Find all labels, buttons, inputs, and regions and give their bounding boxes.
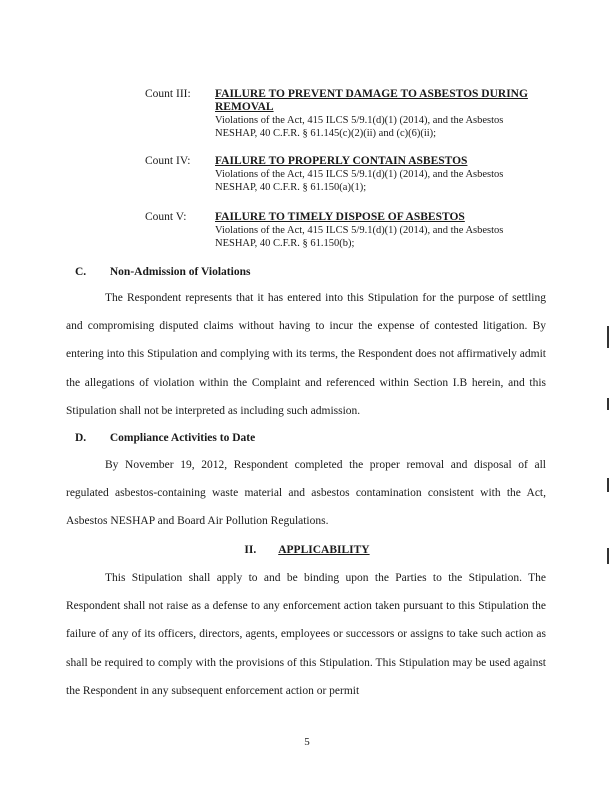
paragraph-text: The Respondent represents that it has entered into this Stipulation for the purpose of settling and compromising disputed claims without having to incur the expense of contested litigation. By entering into this Stipulation and complying with its terms, the Respondent does not affirmatively admit the allegations of violation within the Complaint and referenced within Section I.B herein, and this Stipulation shall not be interpreted as including such admission. [66,292,546,417]
count-label: Count IV: [145,155,191,167]
count-title: FAILURE TO PREVENT DAMAGE TO ASBESTOS DURING REMOVAL [215,88,528,113]
count-violation: Violations of the Act, 415 ILCS 5/9.1(d)(1) (2014), and the Asbestos NESHAP, 40 C.F.R. § 61.145(c)(2)(ii) and (c)(6)(ii); [215,115,504,139]
section-letter: D. [75,432,87,444]
section-title: Non-Admission of Violations [109,266,251,278]
section-title: APPLICABILITY [278,544,370,556]
scan-mark [607,548,609,564]
section-number: II. [244,544,257,556]
paragraph-text: By November 19, 2012, Respondent completed the proper removal and disposal of all regulated asbestos-containing waste material and asbestos contamination consistent with the Act, Asbestos NESHAP and Board Air Pollution Regulations. [66,459,546,528]
section-title: Compliance Activities to Date [109,432,256,444]
count-title: FAILURE TO PROPERLY CONTAIN ASBESTOS [215,155,468,167]
section-d-heading [75,432,255,444]
count-violation: Violations of the Act, 415 ILCS 5/9.1(d)(1) (2014), and the Asbestos NESHAP, 40 C.F.R. § 61.150(b); [215,225,504,249]
scan-mark [607,478,609,492]
section-c-paragraph [66,284,546,425]
section-ii-paragraph [66,564,546,705]
count-label: Count V: [145,211,187,223]
section-letter: C. [75,266,87,278]
section-d-paragraph [66,451,546,536]
count-violation: Violations of the Act, 415 ILCS 5/9.1(d)(1) (2014), and the Asbestos NESHAP, 40 C.F.R. § 61.150(a)(1); [215,169,504,193]
section-ii-heading [0,544,614,556]
count-title: FAILURE TO TIMELY DISPOSE OF ASBESTOS [215,211,465,223]
scan-mark [607,398,609,410]
count-label: Count III: [145,88,191,100]
paragraph-text: This Stipulation shall apply to and be binding upon the Parties to the Stipulation. The Respondent shall not raise as a defense to any enforcement action taken pursuant to this Stipulation the failure of any of its officers, directors, agents, employees or successors or assigns to take such action as shall be required to comply with the provisions of this Stipulation. This Stipulation may be used against the Respondent in any subsequent enforcement action or permit [66,572,546,697]
section-c-heading [75,266,250,278]
page-number: 5 [304,736,310,748]
scan-mark [607,326,609,348]
